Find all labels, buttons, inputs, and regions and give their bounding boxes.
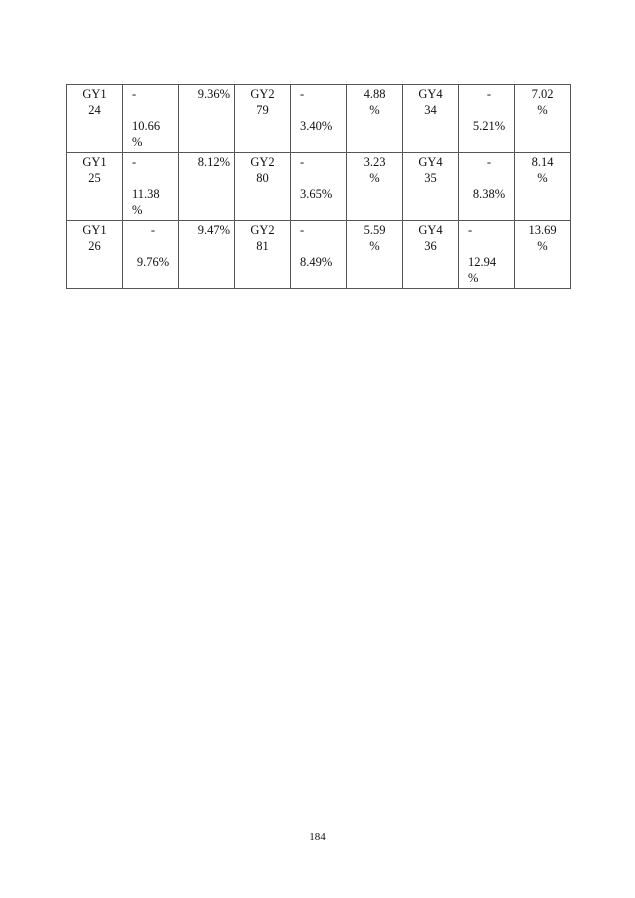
table-cell-id: GY2 81 [235, 221, 291, 289]
table-cell-id: GY1 26 [67, 221, 123, 289]
table-cell-id: GY4 35 [403, 153, 459, 221]
table-cell-id: GY4 34 [403, 85, 459, 153]
table-cell-positive: 9.47% [179, 221, 235, 289]
table-cell-positive: 13.69 % [515, 221, 571, 289]
table-cell-positive: 4.88 % [347, 85, 403, 153]
table-cell-negative: - 9.76% [123, 221, 179, 289]
table-row [67, 153, 571, 221]
table-row [67, 85, 571, 153]
table-cell-id: GY2 80 [235, 153, 291, 221]
table-cell-positive: 7.02 % [515, 85, 571, 153]
table-cell-id: GY2 79 [235, 85, 291, 153]
table-cell-negative: - 5.21% [459, 85, 515, 153]
table-cell-negative: - 8.38% [459, 153, 515, 221]
table-cell-negative: - 10.66 % [123, 85, 179, 153]
table-row [67, 221, 571, 289]
table-cell-positive: 8.14 % [515, 153, 571, 221]
table-cell-negative: - 8.49% [291, 221, 347, 289]
table-cell-positive: 8.12% [179, 153, 235, 221]
table-cell-positive: 5.59 % [347, 221, 403, 289]
table-cell-id: GY4 36 [403, 221, 459, 289]
table-cell-negative: - 12.94 % [459, 221, 515, 289]
table-cell-negative: - 3.65% [291, 153, 347, 221]
table-cell-positive: 9.36% [179, 85, 235, 153]
table-cell-negative: - 3.40% [291, 85, 347, 153]
page-number: 184 [309, 831, 326, 843]
table-cell-id: GY1 25 [67, 153, 123, 221]
table-cell-id: GY1 24 [67, 85, 123, 153]
table-cell-positive: 3.23 % [347, 153, 403, 221]
table-cell-negative: - 11.38 % [123, 153, 179, 221]
data-table [66, 84, 571, 289]
